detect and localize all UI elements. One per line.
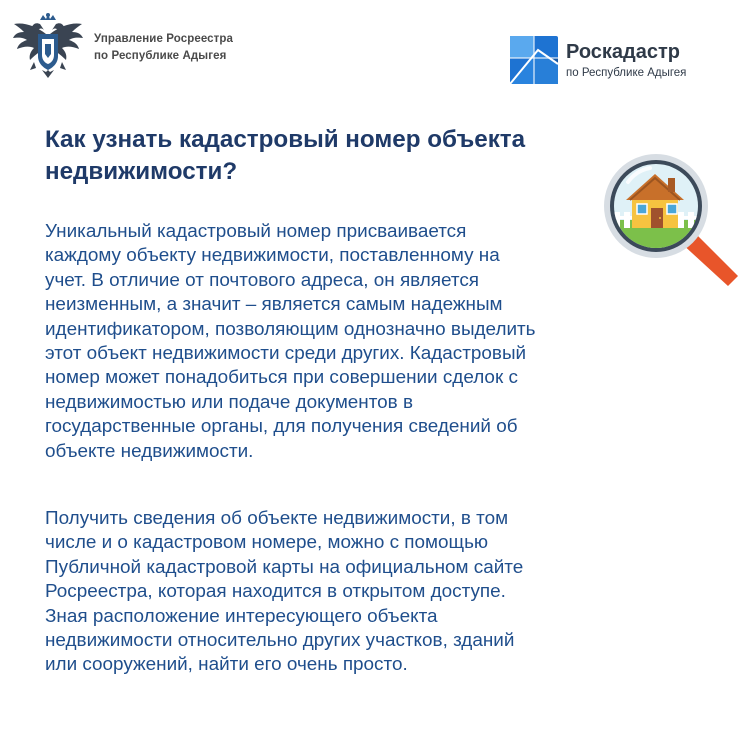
double-headed-eagle-emblem-icon [12, 12, 84, 84]
paragraph-1-line: недвижимостью или подаче документов в [45, 391, 414, 413]
paragraph-1-line: этот объект недвижимости среди других. Кадастровый [45, 343, 527, 365]
paragraph-1-line: идентификатором, позволяющим однозначно выделить [45, 318, 536, 340]
paragraph-1-line: учет. В отличие от почтового адреса, он является [45, 269, 480, 291]
roskadastr-logo-icon [508, 34, 560, 86]
roskadastr-logo [508, 32, 738, 88]
article-title [45, 124, 645, 188]
paragraph-2-line: или сооружений, найти его очень просто. [45, 654, 408, 676]
paragraph-2-line: Росреестра, которая находится в открытом доступе. [45, 581, 506, 603]
paragraph-1-line: объекте недвижимости. [45, 440, 254, 462]
paragraph-1-line: неизменным, а значит – является самым надежным [45, 294, 503, 316]
article-paragraph-1 [45, 220, 675, 464]
rosreestr-logo [12, 12, 272, 84]
roskadastr-logo-title: Роскадастр [566, 40, 681, 63]
paragraph-2-line: недвижимости относительно других участков, зданий [45, 630, 515, 652]
paragraph-1-line: государственные органы, для получения сведений об [45, 416, 518, 438]
article-title-line2: недвижимости? [45, 158, 238, 185]
paragraph-1-line: Уникальный кадастровый номер присваивается [45, 221, 467, 242]
paragraph-2-line: Зная расположение интересующего объекта [45, 605, 438, 627]
rosreestr-logo-text [94, 31, 233, 65]
paragraph-2-line: Публичной кадастровой карты на официальном сайте [45, 556, 524, 578]
roskadastr-logo-text [566, 40, 686, 81]
article-paragraph-2 [45, 507, 675, 678]
article-title-line1: Как узнать кадастровый номер объекта [45, 126, 526, 153]
rosreestr-logo-line2: по Республике Адыгея [94, 50, 227, 62]
rosreestr-logo-line1: Управление Росреестра [94, 33, 234, 45]
paragraph-2-line: Получить сведения об объекте недвижимости, в том [45, 508, 509, 529]
paragraph-1-line: номер может понадобиться при совершении сделок с [45, 367, 518, 389]
paragraph-1-line: каждому объекту недвижимости, поставленному на [45, 245, 500, 267]
roskadastr-logo-subtitle: по Республике Адыгея [566, 66, 687, 79]
paragraph-2-line: числе и о кадастровом номере, можно с помощью [45, 532, 489, 554]
